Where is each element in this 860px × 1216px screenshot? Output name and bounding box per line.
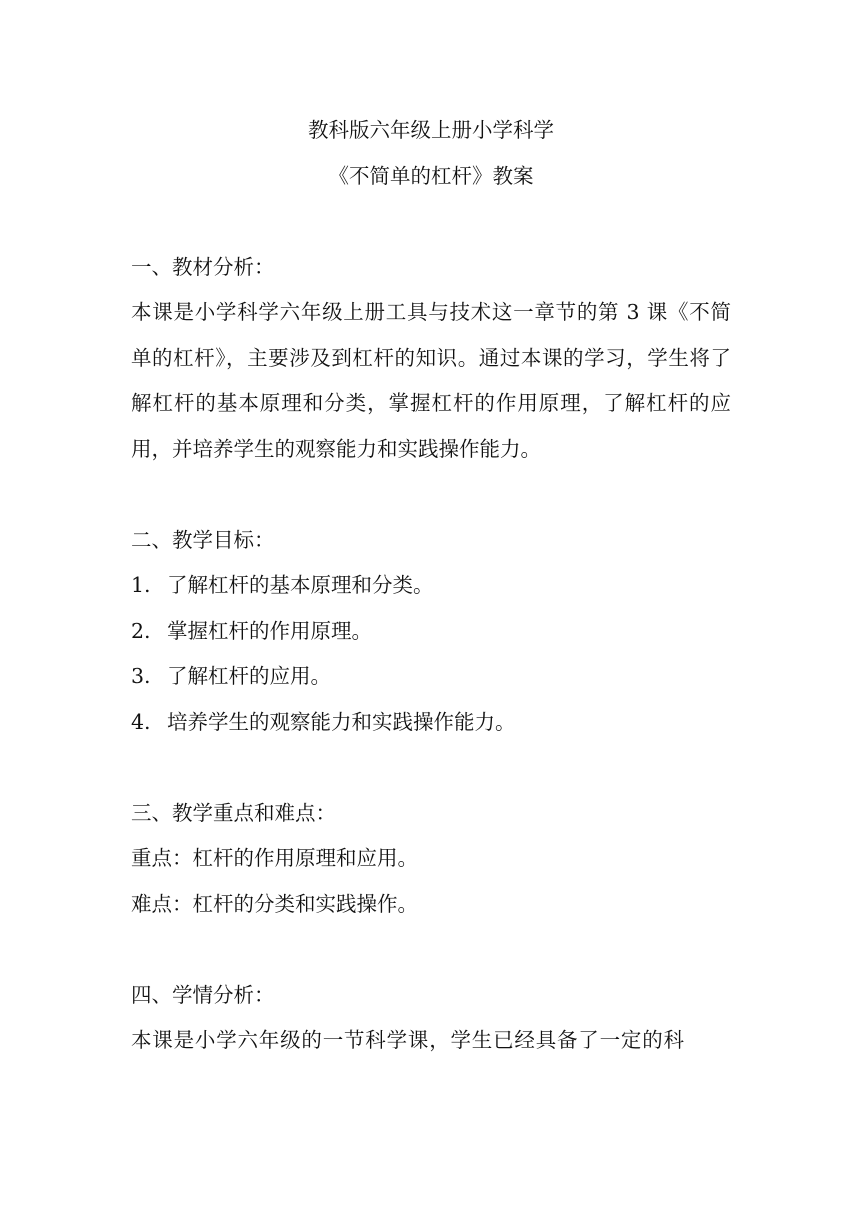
section-key-points — [131, 791, 731, 928]
goals-list — [131, 563, 731, 745]
list-item-text: 掌握杠杆的作用原理。 — [167, 618, 372, 643]
section-teaching-goals — [131, 518, 731, 746]
list-item-number: 1. — [131, 573, 151, 597]
document-title-line-1: 教科版六年级上册小学科学 — [308, 118, 554, 142]
list-item-text: 了解杠杆的应用。 — [167, 664, 331, 688]
list-item — [131, 654, 731, 700]
difficulty-line: 难点：杠杆的分类和实践操作。 — [131, 891, 418, 916]
blank-line — [131, 199, 731, 245]
list-item-number: 3. — [131, 664, 151, 688]
section-heading: 二、教学目标： — [131, 527, 275, 552]
blank-line — [131, 927, 731, 973]
document-body — [131, 108, 731, 1064]
document-title-line-2: 《不简单的杠杆》教案 — [328, 163, 534, 188]
list-item — [131, 609, 731, 655]
key-point-line: 重点：杠杆的作用原理和应用。 — [131, 846, 418, 870]
section-textbook-analysis — [131, 245, 731, 473]
section-paragraph: 本课是小学科学六年级上册工具与技术这一章节的第 3 课《不简单的杠杆》，主要涉及到杠杆的知识。通过本课的学习，学生将了解杠杆的基本原理和分类，掌握杠杆的作用原理，了解杠杆的应用，并培养学生的观察能力和实践操作能力。 — [131, 300, 731, 461]
list-item — [131, 563, 731, 609]
list-item-text: 培养学生的观察能力和实践操作能力。 — [167, 709, 516, 734]
list-item-text: 了解杠杆的基本原理和分类。 — [167, 573, 434, 597]
section-heading: 四、学情分析： — [131, 982, 275, 1007]
list-item-number: 2. — [131, 618, 151, 643]
section-heading: 三、教学重点和难点： — [131, 800, 336, 825]
list-item — [131, 700, 731, 746]
section-heading: 一、教材分析： — [131, 254, 275, 279]
section-paragraph: 本课是小学六年级的一节科学课，学生已经具备了一定的科 — [131, 1028, 685, 1052]
blank-line — [131, 472, 731, 518]
section-learner-analysis — [131, 973, 731, 1064]
blank-line — [131, 745, 731, 791]
list-item-number: 4. — [131, 709, 151, 734]
